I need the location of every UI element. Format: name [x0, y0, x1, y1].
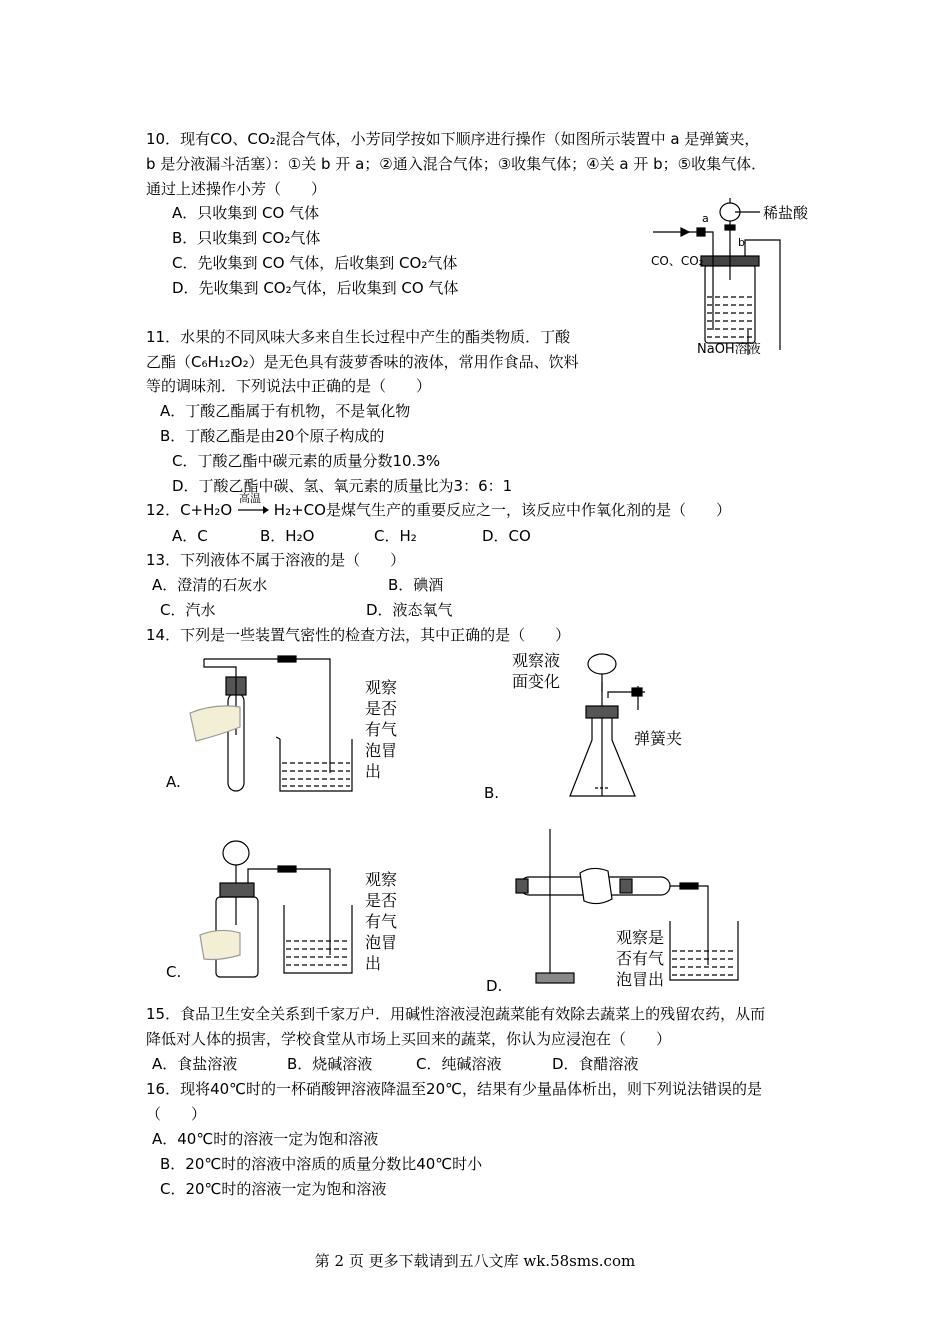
q11-option-b: B．丁酸乙酯是由20个原子构成的	[160, 427, 385, 445]
q10-a-label: a	[702, 212, 709, 225]
q14-c-obs-5: 出	[365, 954, 382, 973]
q14-c-letter: C.	[166, 963, 182, 981]
q14-figure-d	[480, 825, 750, 995]
q10-apparatus-figure	[645, 190, 825, 360]
q16-line1: 16．现将40℃时的一杯硝酸钾溶液降温至20℃，结果有少量晶体析出，则下列说法错误的是	[146, 1080, 762, 1098]
q14-c-obs-1: 观察	[365, 870, 398, 889]
q12-stem-suffix: H₂+CO是煤气生产的重要反应之一，该反应中作氧化剂的是（ ）	[273, 501, 731, 519]
q14-a-obs-1: 观察	[365, 678, 398, 697]
q15-option-c: C．纯碱溶液	[416, 1055, 502, 1073]
q15-line2: 降低对人体的损害，学校食堂从市场上买回来的蔬菜，你认为应浸泡在（ ）	[146, 1030, 672, 1048]
q12-option-a: A．C	[172, 527, 208, 545]
q16-line2: （ ）	[146, 1105, 207, 1123]
q13-option-c: C．汽水	[160, 601, 216, 619]
q14-b-obs-2: 面变化	[512, 672, 561, 691]
q14-a-obs-5: 出	[365, 762, 382, 781]
q13-stem: 13．下列液体不属于溶液的是（ ）	[146, 551, 406, 569]
q10-solution-label: NaOH溶液	[697, 342, 761, 357]
q14-a-obs-4: 泡冒	[365, 741, 398, 760]
q14-a-letter: A.	[166, 773, 181, 791]
q14-figure-a	[160, 655, 420, 800]
q16-option-b: B．20℃时的溶液中溶质的质量分数比40℃时小	[160, 1155, 483, 1173]
q12-reaction-arrow	[237, 492, 269, 520]
q14-d-obs-1: 观察是	[616, 928, 665, 947]
q14-c-obs-2: 是否	[365, 891, 398, 910]
q12-condition: 高温	[239, 492, 262, 505]
q11-option-a: A．丁酸乙酯属于有机物，不是氧化物	[160, 402, 411, 420]
q16-option-a: A．40℃时的溶液一定为饱和溶液	[152, 1130, 379, 1148]
q11-option-d: D．丁酸乙酯中碳、氢、氧元素的质量比为3：6：1	[172, 477, 513, 495]
q12-option-c: C．H₂	[374, 527, 417, 545]
q11-line1: 11．水果的不同风味大多来自生长过程中产生的酯类物质．丁酸	[146, 328, 571, 346]
q13-option-b: B．碘酒	[388, 576, 444, 594]
q10-option-b: B．只收集到 CO₂气体	[172, 229, 321, 247]
q10-option-a: A．只收集到 CO 气体	[172, 204, 320, 222]
q13-option-d: D．液态氧气	[366, 601, 453, 619]
q15-option-a: A．食盐溶液	[152, 1055, 238, 1073]
q11-option-c: C．丁酸乙酯中碳元素的质量分数10.3%	[172, 452, 441, 470]
q11-line3: 等的调味剂．下列说法中正确的是（ ）	[146, 377, 432, 395]
q10-option-c: C．先收集到 CO 气体，后收集到 CO₂气体	[172, 254, 458, 272]
q14-a-obs-2: 是否	[365, 699, 398, 718]
q14-c-obs-4: 泡冒	[365, 933, 398, 952]
q13-option-a: A．澄清的石灰水	[152, 576, 268, 594]
q14-b-clip-label: 弹簧夹	[634, 729, 683, 748]
q12-option-b: B．H₂O	[260, 527, 315, 545]
q11-line2: 乙酯（C₆H₁₂O₂）是无色具有菠萝香味的液体，常用作食品、饮料	[146, 353, 579, 371]
q15-option-b: B．烧碱溶液	[287, 1055, 373, 1073]
q14-b-obs-1: 观察液	[512, 651, 561, 670]
q10-line1: 10．现有CO、CO₂混合气体，小芳同学按如下顺序进行操作（如图所示装置中 a 是弹簧夹，	[146, 130, 760, 148]
q12-stem-prefix: 12．C+H₂O	[146, 501, 233, 519]
q12-option-d: D．CO	[482, 527, 531, 545]
q14-b-letter: B.	[484, 784, 500, 802]
q14-d-obs-2: 否有气	[616, 949, 665, 968]
q12-arrow-icon	[237, 500, 269, 520]
q10-acid-label: 稀盐酸	[763, 204, 809, 222]
q10-b-label: b	[738, 236, 745, 249]
q14-figure-c	[160, 835, 420, 983]
q10-option-d: D．先收集到 CO₂气体，后收集到 CO 气体	[172, 279, 459, 297]
q10-line3: 通过上述操作小芳（ ）	[146, 180, 327, 198]
q14-stem: 14．下列是一些装置气密性的检查方法，其中正确的是（ ）	[146, 626, 571, 644]
q10-gas-label: CO、CO₂	[651, 254, 704, 268]
q14-d-letter: D.	[486, 977, 503, 995]
q10-line2: b 是分液漏斗活塞）：①关 b 开 a；②通入混合气体；③收集气体；④关 a 开 b；⑤收集气体．	[146, 155, 767, 173]
q14-a-obs-3: 有气	[365, 720, 398, 739]
q15-option-d: D．食醋溶液	[552, 1055, 639, 1073]
page-footer: 第 2 页 更多下载请到五八文库 wk.58sms.com	[314, 1252, 636, 1270]
q15-line1: 15．食品卫生安全关系到千家万户．用碱性溶液浸泡蔬菜能有效除去蔬菜上的残留农药，从而	[146, 1005, 766, 1023]
q12-stem	[146, 492, 731, 520]
q16-option-c: C．20℃时的溶液一定为饱和溶液	[160, 1180, 387, 1198]
q14-d-obs-3: 泡冒出	[616, 970, 665, 989]
q14-figure-b	[480, 648, 710, 808]
q14-c-obs-3: 有气	[365, 912, 398, 931]
